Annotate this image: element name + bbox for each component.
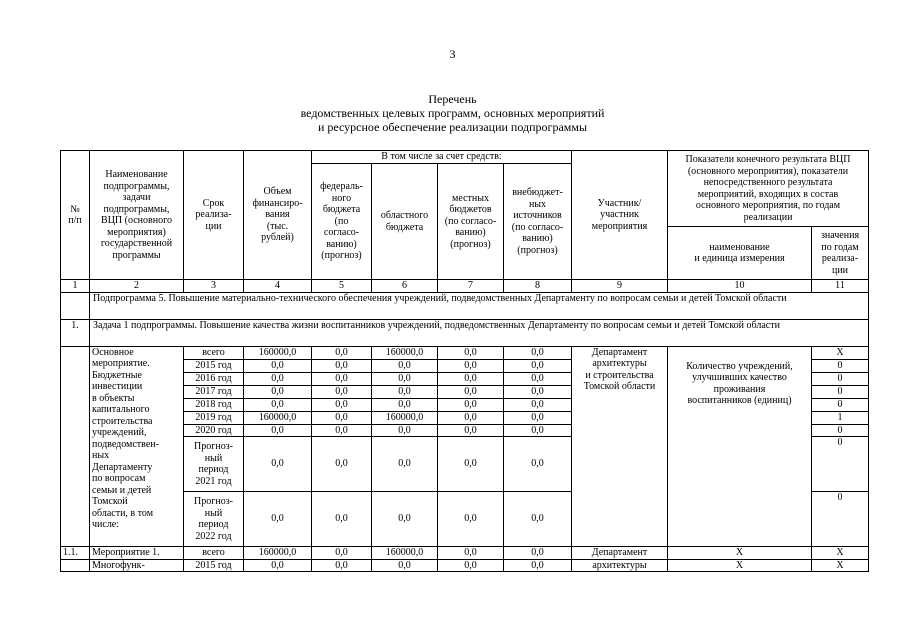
federal-cell: 0,0 [312, 492, 372, 547]
regional-cell: 0,0 [372, 372, 438, 385]
extra-cell: 0,0 [504, 424, 572, 437]
federal-cell: 0,0 [312, 346, 372, 359]
indicator-value-cell: X [812, 559, 869, 572]
event-1-1-num [61, 559, 90, 572]
local-cell: 0,0 [438, 398, 504, 411]
term-cell: всего [184, 547, 244, 560]
volume-cell: 160000,0 [244, 346, 312, 359]
header-extra: внебюджет- ных источников (по согласо- ванию) (прогноз) [504, 164, 572, 280]
page-number: 3 [449, 47, 456, 61]
main-event-participant: Департамент архитектуры и строительства Томской области [572, 346, 668, 547]
term-cell: Прогноз- ный период 2021 год [184, 437, 244, 492]
header-name: Наименование подпрограммы, задачи подпрограммы, ВЦП (основного мероприятия) государственной программы [90, 151, 184, 280]
regional-cell: 0,0 [372, 359, 438, 372]
local-cell: 0,0 [438, 385, 504, 398]
column-number-5: 5 [312, 280, 372, 293]
regional-cell: 160000,0 [372, 346, 438, 359]
column-number-8: 8 [504, 280, 572, 293]
regional-cell: 0,0 [372, 398, 438, 411]
extra-cell: 0,0 [504, 411, 572, 424]
header-regional: областного бюджета [372, 164, 438, 280]
header-including: В том числе за счет средств: [312, 151, 572, 164]
federal-cell: 0,0 [312, 424, 372, 437]
subprogram-num [61, 292, 90, 319]
table-row [61, 559, 869, 572]
local-cell: 0,0 [438, 359, 504, 372]
event-1-1-num: 1.1. [61, 547, 90, 560]
volume-cell: 160000,0 [244, 547, 312, 560]
indicator-value-cell: 0 [812, 398, 869, 411]
local-cell: 0,0 [438, 346, 504, 359]
column-number-9: 9 [572, 280, 668, 293]
local-cell: 0,0 [438, 547, 504, 560]
regional-cell: 0,0 [372, 385, 438, 398]
term-cell: 2016 год [184, 372, 244, 385]
volume-cell: 0,0 [244, 492, 312, 547]
header-ind-name: наименование и единица измерения [668, 227, 812, 280]
federal-cell: 0,0 [312, 411, 372, 424]
extra-cell: 0,0 [504, 547, 572, 560]
regional-cell: 0,0 [372, 424, 438, 437]
header-indicators: Показатели конечного результата ВЦП (основного мероприятия), показатели непосредственного результата мероприятий, входящих в состав основного мероприятия, по годам реализации [668, 151, 869, 227]
title-line-1: Перечень [428, 92, 477, 106]
main-event-indicator: Количество учреждений, улучшивших качество проживания воспитанников (единиц) [668, 346, 812, 547]
header-term: Срок реализа- ции [184, 151, 244, 280]
regional-cell: 0,0 [372, 437, 438, 492]
volume-cell: 0,0 [244, 385, 312, 398]
column-number-10: 10 [668, 280, 812, 293]
header-ind-values: значения по годам реализа- ции [812, 227, 869, 280]
volume-cell: 0,0 [244, 359, 312, 372]
event-1-1-participant: архитектуры [572, 559, 668, 572]
local-cell: 0,0 [438, 411, 504, 424]
extra-cell: 0,0 [504, 492, 572, 547]
indicator-value-cell: 0 [812, 424, 869, 437]
regional-cell: 0,0 [372, 559, 438, 572]
indicator-value-cell: 1 [812, 411, 869, 424]
local-cell: 0,0 [438, 437, 504, 492]
table-body [61, 151, 869, 572]
table-row [61, 547, 869, 560]
regional-cell: 160000,0 [372, 547, 438, 560]
column-number-4: 4 [244, 280, 312, 293]
indicator-value-cell: 0 [812, 372, 869, 385]
indicator-value-cell: X [812, 547, 869, 560]
main-event-num [61, 346, 90, 547]
indicator-value-cell: 0 [812, 385, 869, 398]
page-title [0, 92, 905, 134]
federal-cell: 0,0 [312, 398, 372, 411]
header-federal: федераль- ного бюджета (по согласо- ванию) (прогноз) [312, 164, 372, 280]
federal-cell: 0,0 [312, 547, 372, 560]
extra-cell: 0,0 [504, 398, 572, 411]
title-line-2: ведомственных целевых программ, основных мероприятий [300, 106, 605, 120]
indicator-value-cell: 0 [812, 492, 869, 547]
subprogram-title: Подпрограмма 5. Повышение материально-технического обеспечения учреждений, подведомственных Департаменту по вопросам семьи и детей Томской области [90, 292, 869, 319]
header-num: № п/п [61, 151, 90, 280]
regional-cell: 0,0 [372, 492, 438, 547]
regional-cell: 160000,0 [372, 411, 438, 424]
column-number-11: 11 [812, 280, 869, 293]
event-1-1-name: Мероприятие 1. [90, 547, 184, 560]
federal-cell: 0,0 [312, 385, 372, 398]
indicator-value-cell: X [812, 346, 869, 359]
term-cell: всего [184, 346, 244, 359]
extra-cell: 0,0 [504, 385, 572, 398]
volume-cell: 0,0 [244, 437, 312, 492]
extra-cell: 0,0 [504, 372, 572, 385]
local-cell: 0,0 [438, 372, 504, 385]
header-participant: Участник/ участник мероприятия [572, 151, 668, 280]
federal-cell: 0,0 [312, 437, 372, 492]
federal-cell: 0,0 [312, 359, 372, 372]
column-number-6: 6 [372, 280, 438, 293]
main-event-name: Основное мероприятие. Бюджетные инвестиции в объекты капитального строительства учреждений, подведомствен- ных Департаменту по вопросам семьи и детей Томской области, в том числе: [90, 346, 184, 547]
local-cell: 0,0 [438, 492, 504, 547]
column-numbers-row [61, 280, 869, 293]
extra-cell: 0,0 [504, 559, 572, 572]
event-1-1-name: Многофунк- [90, 559, 184, 572]
term-cell: 2020 год [184, 424, 244, 437]
column-number-1: 1 [61, 280, 90, 293]
column-number-2: 2 [90, 280, 184, 293]
header-local: местных бюджетов (по согласо- ванию) (прогноз) [438, 164, 504, 280]
volume-cell: 0,0 [244, 424, 312, 437]
task-title: Задача 1 подпрограммы. Повышение качества жизни воспитанников учреждений, подведомственных Департаменту по вопросам семьи и детей Томской области [90, 319, 869, 346]
extra-cell: 0,0 [504, 346, 572, 359]
term-cell: 2015 год [184, 559, 244, 572]
task-num: 1. [61, 319, 90, 346]
term-cell: 2015 год [184, 359, 244, 372]
local-cell: 0,0 [438, 559, 504, 572]
federal-cell: 0,0 [312, 372, 372, 385]
federal-cell: 0,0 [312, 559, 372, 572]
local-cell: 0,0 [438, 424, 504, 437]
event-1-1-indicator: X [668, 547, 812, 560]
table-row [61, 346, 869, 359]
extra-cell: 0,0 [504, 437, 572, 492]
event-1-1-participant: Департамент [572, 547, 668, 560]
term-cell: 2018 год [184, 398, 244, 411]
header-volume: Объем финансиро- вания (тыс. рублей) [244, 151, 312, 280]
volume-cell: 0,0 [244, 372, 312, 385]
volume-cell: 160000,0 [244, 411, 312, 424]
volume-cell: 0,0 [244, 559, 312, 572]
column-number-3: 3 [184, 280, 244, 293]
program-table [60, 150, 869, 572]
term-cell: Прогноз- ный период 2022 год [184, 492, 244, 547]
volume-cell: 0,0 [244, 398, 312, 411]
indicator-value-cell: 0 [812, 437, 869, 492]
term-cell: 2017 год [184, 385, 244, 398]
event-1-1-indicator: X [668, 559, 812, 572]
title-line-3: и ресурсное обеспечение реализации подпрограммы [317, 120, 588, 134]
extra-cell: 0,0 [504, 359, 572, 372]
indicator-value-cell: 0 [812, 359, 869, 372]
term-cell: 2019 год [184, 411, 244, 424]
column-number-7: 7 [438, 280, 504, 293]
